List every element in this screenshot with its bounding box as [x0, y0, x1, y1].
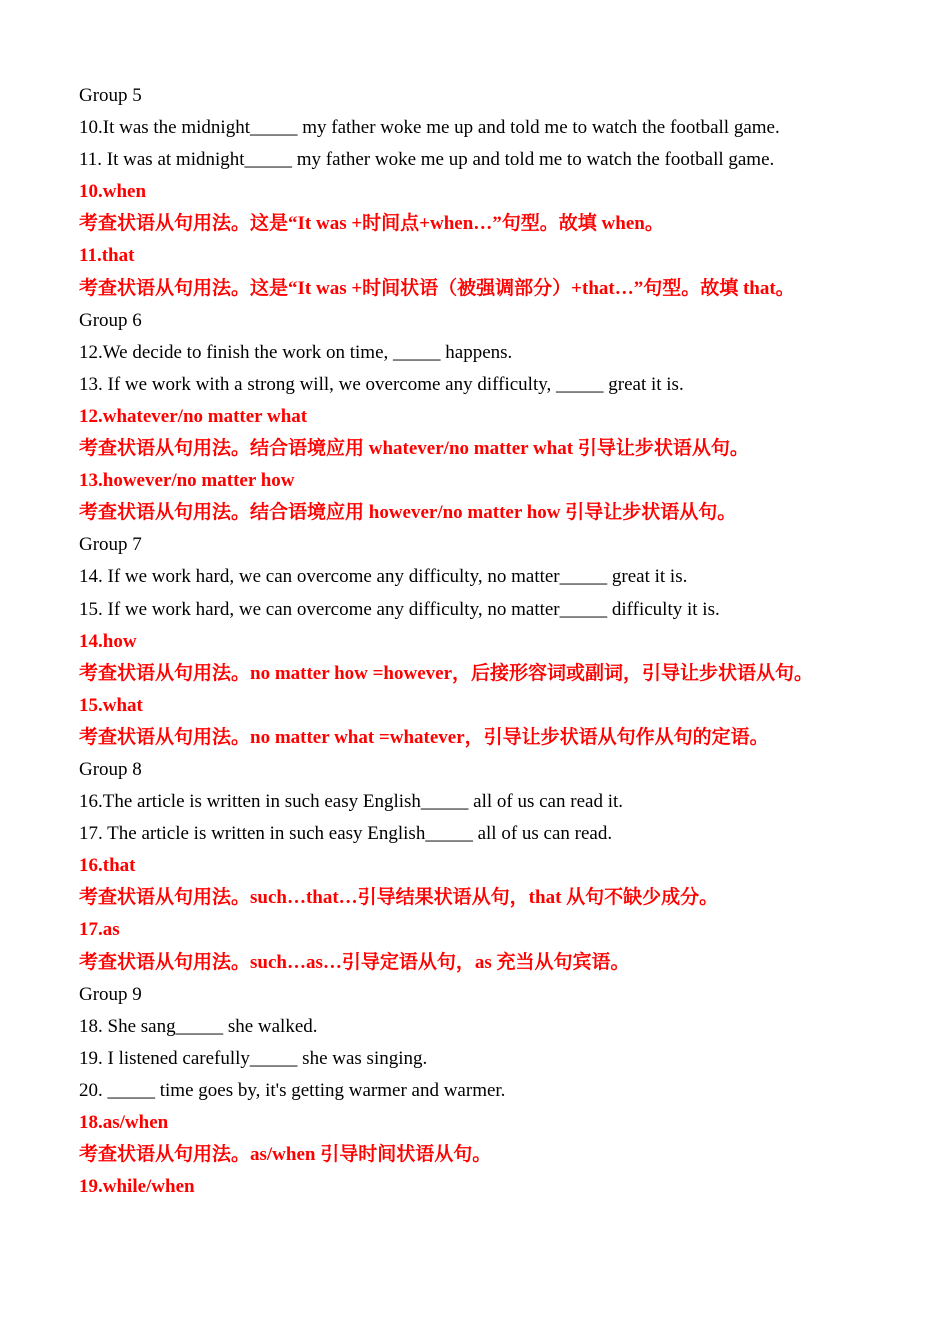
answer-explanation: 考查状语从句用法。such…as…引导定语从句，as 充当从句宾语。 [79, 951, 630, 973]
answer-key: 10.when [79, 181, 147, 203]
question-line: 13. If we work with a strong will, we overcome any difficulty, _____ great it is. [79, 373, 684, 395]
document-page [79, 80, 879, 1203]
group-title: Group 7 [79, 534, 142, 556]
answer-explanation: 考查状语从句用法。such…that…引导结果状语从句，that 从句不缺少成分。 [79, 887, 719, 909]
question-line: 15. If we work hard, we can overcome any difficulty, no matter_____ difficulty it is. [79, 598, 720, 620]
answer-key: 16.that [79, 855, 136, 877]
question-line: 11. It was at midnight_____ my father woke me up and told me to watch the football game. [79, 149, 775, 171]
answer-explanation: 考查状语从句用法。no matter how =however，后接形容词或副词，引导让步状语从句。 [79, 662, 814, 684]
answer-key: 15.what [79, 694, 143, 716]
group-title: Group 8 [79, 758, 142, 780]
group-title: Group 9 [79, 983, 142, 1005]
answer-key: 19.while/when [79, 1176, 195, 1198]
answer-explanation: 考查状语从句用法。这是“It was +时间点+when…”句型。故填 when。 [79, 213, 664, 235]
answer-explanation: 考查状语从句用法。结合语境应用 whatever/no matter what 引导让步状语从句。 [79, 438, 749, 460]
answer-explanation: 考查状语从句用法。这是“It was +时间状语（被强调部分）+that…”句型。故填 that。 [79, 277, 795, 299]
question-line: 18. She sang_____ she walked. [79, 1015, 318, 1037]
answer-key: 17.as [79, 919, 120, 941]
answer-key: 13.however/no matter how [79, 470, 295, 492]
answer-explanation: 考查状语从句用法。as/when 引导时间状语从句。 [79, 1144, 492, 1166]
answer-explanation: 考查状语从句用法。结合语境应用 however/no matter how 引导让步状语从句。 [79, 502, 737, 524]
answer-key: 12.whatever/no matter what [79, 405, 308, 427]
group-title: Group 6 [79, 309, 142, 331]
question-line: 14. If we work hard, we can overcome any difficulty, no matter_____ great it is. [79, 566, 688, 588]
question-line: 10.It was the midnight_____ my father woke me up and told me to watch the football game. [79, 117, 780, 139]
question-line: 16.The article is written in such easy English_____ all of us can read it. [79, 791, 623, 813]
question-line: 20. _____ time goes by, it's getting warmer and warmer. [79, 1079, 506, 1101]
answer-explanation: 考查状语从句用法。no matter what =whatever，引导让步状语从句作从句的定语。 [79, 726, 769, 748]
answer-key: 11.that [79, 245, 135, 267]
question-line: 17. The article is written in such easy English_____ all of us can read. [79, 823, 613, 845]
answer-key: 18.as/when [79, 1112, 169, 1133]
group-title: Group 5 [79, 85, 142, 106]
answer-key: 14.how [79, 630, 137, 652]
question-line: 12.We decide to finish the work on time, _____ happens. [79, 341, 513, 363]
question-line: 19. I listened carefully_____ she was singing. [79, 1047, 428, 1069]
